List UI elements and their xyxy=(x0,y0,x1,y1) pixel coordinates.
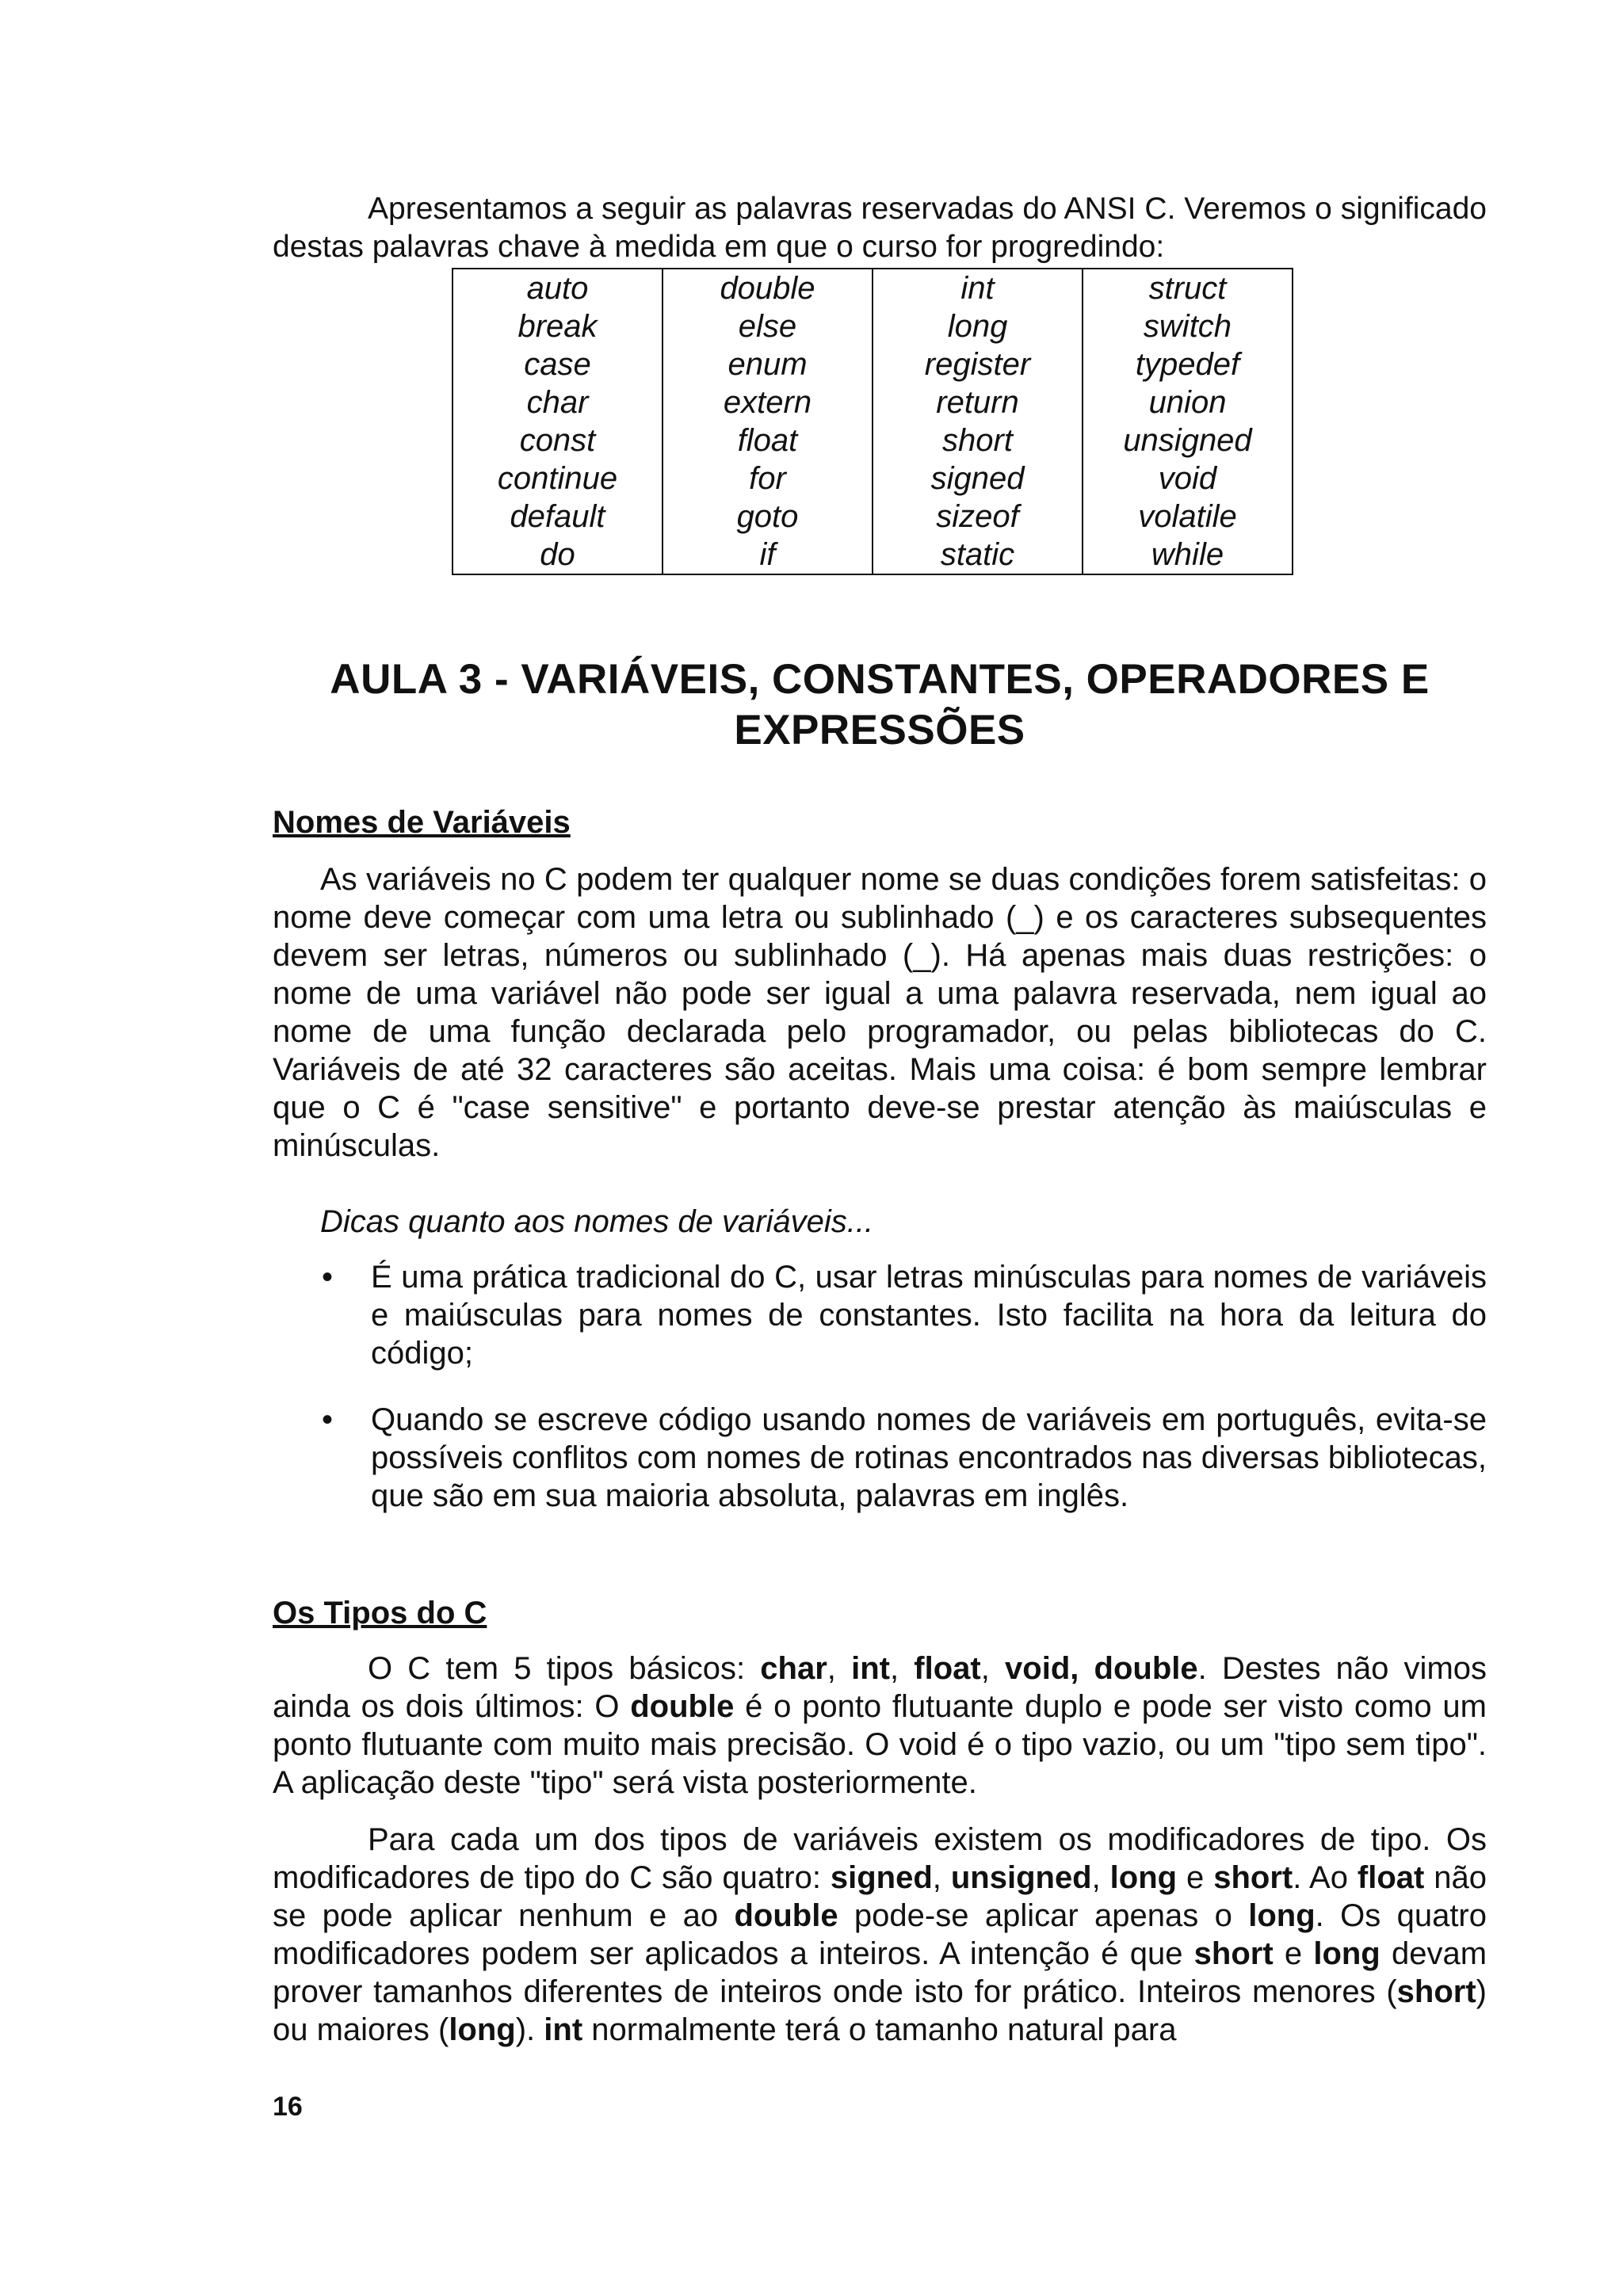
text-run: , xyxy=(827,1651,852,1686)
tips-list xyxy=(273,1258,1487,1515)
section-heading-tipos: Os Tipos do C xyxy=(273,1596,487,1630)
keyword-signed: signed xyxy=(830,1860,933,1895)
reserved-words-table xyxy=(452,268,1293,575)
tip-item: • É uma prática tradicional do C, usar letras minúsculas para nomes de variáveis e maiúsculas para nomes de constantes. Isto facilita na hora da leitura do código; xyxy=(371,1258,1487,1372)
text-run: não se pode aplicar nenhum e ao xyxy=(273,1860,1487,1933)
reserved-words-row xyxy=(453,269,1293,574)
text-run: e xyxy=(1273,1936,1314,1971)
reserved-words-column-4: struct switch typedef union unsigned void volatile while xyxy=(1083,269,1293,574)
chapter-title: AULA 3 - VARIÁVEIS, CONSTANTES, OPERADORES E EXPRESSÕES xyxy=(330,656,1430,753)
keyword-long: long xyxy=(1313,1936,1381,1971)
keyword-short: short xyxy=(1213,1860,1293,1895)
text-run: e xyxy=(1177,1860,1214,1895)
page-number: 16 xyxy=(273,2092,303,2122)
text-run: , xyxy=(980,1651,1006,1686)
reserved-words-column-1: auto break case char const continue default do xyxy=(453,269,663,574)
keyword-unsigned: unsigned xyxy=(950,1860,1092,1895)
tipos-paragraph-2 xyxy=(273,1821,1487,2049)
keyword-float: float xyxy=(914,1651,981,1686)
keyword-double: double xyxy=(630,1689,735,1724)
text-run: pode-se aplicar apenas o xyxy=(838,1898,1249,1933)
keyword-int: int xyxy=(544,2012,583,2047)
keyword-void-double: void, double xyxy=(1005,1651,1198,1686)
tipos-paragraph-1 xyxy=(273,1650,1487,1802)
text-run: . Destes não vimos ainda os dois últimos: O xyxy=(273,1651,1487,1724)
keyword-short: short xyxy=(1193,1936,1274,1971)
keyword-long: long xyxy=(1109,1860,1178,1895)
text-run: . Ao xyxy=(1293,1860,1358,1895)
text-run: . Os quatro modificadores podem ser aplicados a inteiros. A intenção é que xyxy=(273,1898,1487,1971)
text-run: é o ponto flutuante duplo e pode ser visto como um ponto flutuante com muito mais precisão. O void é o tipo vazio, ou um "tipo sem tipo". A aplicação deste "tipo" será vista posteriormente. xyxy=(273,1689,1487,1800)
text-run: devam prover tamanhos diferentes de inteiros onde isto for prático. Inteiros menores ( xyxy=(273,1936,1487,2009)
text-run: ). xyxy=(515,2012,544,2047)
text-run: normalmente terá o tamanho natural para xyxy=(582,2012,1177,2047)
text-run: Para cada um dos tipos de variáveis existem os modificadores de tipo. Os modificadores de tipo do C são quatro: xyxy=(273,1822,1487,1895)
keyword-float: float xyxy=(1357,1860,1425,1895)
text-run: O C tem 5 tipos básicos: xyxy=(368,1651,761,1686)
text-run: ) ou maiores ( xyxy=(273,1974,1487,2047)
keyword-int: int xyxy=(851,1651,890,1686)
section-heading-nomes: Nomes de Variáveis xyxy=(273,805,571,840)
intro-paragraph: Apresentamos a seguir as palavras reservadas do ANSI C. Veremos o significado destas palavras chave à medida em que o curso for progredindo: xyxy=(273,192,1487,264)
text-run: , xyxy=(1091,1860,1110,1895)
tip-item: • Quando se escreve código usando nomes de variáveis em português, evita-se possíveis conflitos com nomes de rotinas encontrados nas diversas bibliotecas, que são em sua maioria absoluta, palavras em inglês. xyxy=(371,1401,1487,1515)
keyword-long: long xyxy=(449,2012,516,2047)
keyword-short: short xyxy=(1396,1974,1476,2009)
nomes-paragraph: As variáveis no C podem ter qualquer nome se duas condições forem satisfeitas: o nome deve começar com uma letra ou sublinhado (_) e os caracteres subsequentes devem ser letras, números ou sublinhado (_). Há apenas mais duas restrições: o nome de uma variável não pode ser igual a uma palavra reservada, nem igual ao nome de uma função declarada pelo programador, ou pelas bibliotecas do C. Variáveis de até 32 caracteres são aceitas. Mais uma coisa: é bom sempre lembrar que o C é "case sensitive" e portanto deve-se prestar atenção às maiúsculas e minúsculas. xyxy=(273,862,1487,1163)
keyword-char: char xyxy=(760,1651,827,1686)
reserved-words-column-2: double else enum extern float for goto if xyxy=(663,269,873,574)
text-run: , xyxy=(889,1651,915,1686)
reserved-words-column-3: int long register return short signed sizeof static xyxy=(873,269,1083,574)
keyword-double: double xyxy=(734,1898,838,1933)
text-run: , xyxy=(932,1860,951,1895)
tips-title: Dicas quanto aos nomes de variáveis... xyxy=(320,1204,874,1239)
keyword-long: long xyxy=(1248,1898,1316,1933)
